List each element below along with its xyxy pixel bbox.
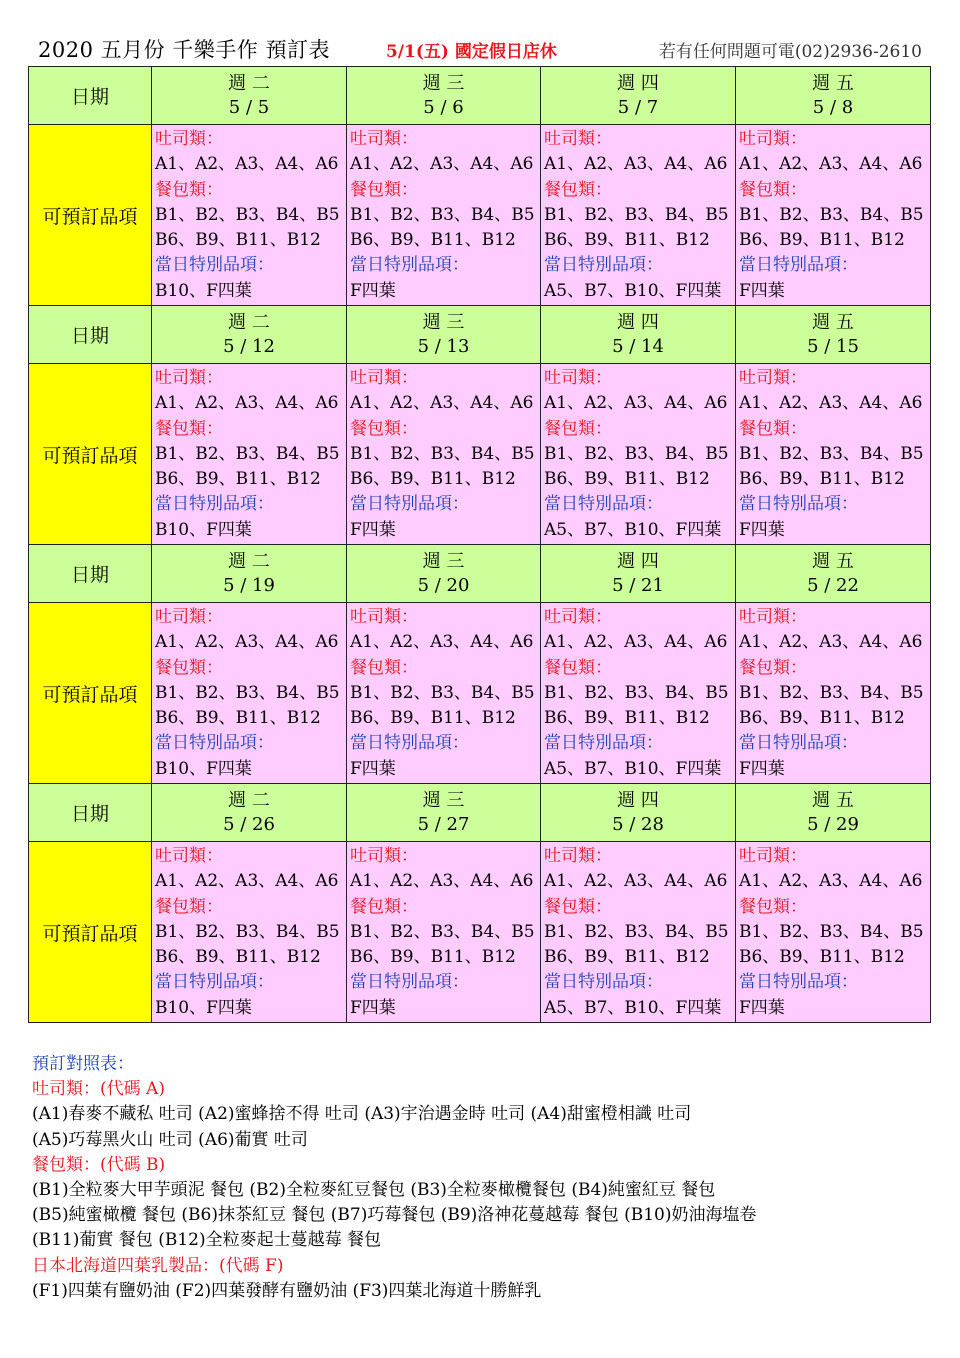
day-header xyxy=(736,545,931,603)
weekday-label: 週 二 xyxy=(228,550,270,572)
day-header xyxy=(541,545,736,603)
legend-bread-header: 餐包類：(代碼 B) xyxy=(32,1154,166,1175)
orderable-items-cell xyxy=(152,842,347,1023)
toast-items: A1、A2、A3、A4、A6 xyxy=(350,871,534,892)
items-row xyxy=(29,364,931,545)
weekday-label: 週 五 xyxy=(812,311,854,333)
day-header xyxy=(152,545,347,603)
toast-category-label: 吐司類： xyxy=(350,607,418,627)
bread-category-label: 餐包類： xyxy=(350,657,418,678)
bread-items-line-1: B1、B2、B3、B4、B5 xyxy=(739,921,924,942)
bread-items-line-2: B6、B9、B11、B12 xyxy=(544,230,710,251)
date-label-value: 5 / 19 xyxy=(223,574,275,596)
bread-items-line-1: B1、B2、B3、B4、B5 xyxy=(350,921,535,942)
orderable-items-cell xyxy=(541,842,736,1023)
date-label-value: 5 / 14 xyxy=(612,335,664,357)
weekday-label: 週 五 xyxy=(812,789,854,811)
bread-items-line-2: B6、B9、B11、B12 xyxy=(350,708,516,729)
bread-category-label: 餐包類： xyxy=(544,896,612,917)
orderable-items-cell xyxy=(347,842,541,1023)
special-category-label: 當日特別品項： xyxy=(155,972,274,993)
special-category-label: 當日特別品項： xyxy=(739,733,858,754)
orderable-items-cell xyxy=(736,842,931,1023)
orderable-items-cell xyxy=(152,364,347,545)
date-label-value: 5 / 29 xyxy=(807,813,859,835)
date-label-value: 5 / 15 xyxy=(807,335,859,357)
date-label-value: 5 / 21 xyxy=(612,574,664,596)
date-label-value: 5 / 27 xyxy=(417,813,470,835)
day-header xyxy=(541,784,736,842)
toast-items: A1、A2、A3、A4、A6 xyxy=(544,871,728,892)
day-header xyxy=(541,306,736,364)
special-items: F四葉 xyxy=(350,519,396,540)
bread-category-label: 餐包類： xyxy=(739,896,807,917)
special-category-label: 當日特別品項： xyxy=(739,494,858,515)
toast-items: A1、A2、A3、A4、A6 xyxy=(544,393,728,414)
special-category-label: 當日特別品項： xyxy=(155,733,274,754)
day-header xyxy=(347,784,541,842)
day-header xyxy=(347,545,541,603)
legend-title: 預訂對照表： xyxy=(32,1054,134,1074)
bread-items-line-1: B1、B2、B3、B4、B5 xyxy=(544,443,729,464)
toast-category-label: 吐司類： xyxy=(155,846,223,866)
toast-category-label: 吐司類： xyxy=(544,846,612,866)
special-items: B10、F四葉 xyxy=(155,519,252,540)
weekday-label: 週 四 xyxy=(617,550,659,572)
date-label-value: 5 / 20 xyxy=(417,574,470,596)
legend-bread-line: (B1)全粒麥大甲芋頭泥 餐包 (B2)全粒麥紅豆餐包 (B3)全粒麥橄欖餐包 (B4)純蜜紅豆 餐包 xyxy=(32,1180,716,1201)
toast-items: A1、A2、A3、A4、A6 xyxy=(155,632,339,653)
special-items: B10、F四葉 xyxy=(155,280,252,301)
special-category-label: 當日特別品項： xyxy=(350,972,469,993)
bread-items-line-1: B1、B2、B3、B4、B5 xyxy=(544,204,729,225)
orderable-items-cell xyxy=(541,364,736,545)
bread-items-line-1: B1、B2、B3、B4、B5 xyxy=(155,443,340,464)
bread-items-line-2: B6、B9、B11、B12 xyxy=(739,469,905,490)
date-label-value: 5 / 6 xyxy=(423,96,464,118)
bread-items-line-2: B6、B9、B11、B12 xyxy=(350,947,516,968)
order-legend xyxy=(32,1052,932,1304)
date-row xyxy=(29,545,931,603)
bread-items-line-2: B6、B9、B11、B12 xyxy=(544,469,710,490)
toast-category-label: 吐司類： xyxy=(350,846,418,866)
bread-category-label: 餐包類： xyxy=(739,179,807,200)
special-items: B10、F四葉 xyxy=(155,997,252,1018)
toast-items: A1、A2、A3、A4、A6 xyxy=(739,632,923,653)
toast-items: A1、A2、A3、A4、A6 xyxy=(739,871,923,892)
date-label-value: 5 / 12 xyxy=(223,335,275,357)
date-label-value: 5 / 5 xyxy=(228,96,270,118)
special-category-label: 當日特別品項： xyxy=(544,733,663,754)
bread-items-line-1: B1、B2、B3、B4、B5 xyxy=(155,921,340,942)
bread-items-line-2: B6、B9、B11、B12 xyxy=(155,708,321,729)
bread-items-line-1: B1、B2、B3、B4、B5 xyxy=(350,682,535,703)
day-header xyxy=(152,306,347,364)
toast-category-label: 吐司類： xyxy=(739,368,807,388)
weekday-label: 週 四 xyxy=(617,789,659,811)
special-items: F四葉 xyxy=(350,758,396,779)
toast-category-label: 吐司類： xyxy=(155,129,223,149)
special-items: F四葉 xyxy=(350,280,396,301)
toast-category-label: 吐司類： xyxy=(544,129,612,149)
special-category-label: 當日特別品項： xyxy=(350,494,469,515)
bread-category-label: 餐包類： xyxy=(739,657,807,678)
bread-items-line-1: B1、B2、B3、B4、B5 xyxy=(350,204,535,225)
items-row xyxy=(29,603,931,784)
toast-category-label: 吐司類： xyxy=(544,368,612,388)
items-label: 可預訂品項 xyxy=(29,364,152,545)
bread-items-line-2: B6、B9、B11、B12 xyxy=(155,947,321,968)
orderable-items-cell xyxy=(347,125,541,306)
day-header xyxy=(152,784,347,842)
legend-dairy-line: (F1)四葉有鹽奶油 (F2)四葉發酵有鹽奶油 (F3)四葉北海道十勝鮮乳 xyxy=(32,1280,542,1301)
items-label: 可預訂品項 xyxy=(29,603,152,784)
orderable-items-cell xyxy=(541,603,736,784)
weekday-label: 週 三 xyxy=(422,550,465,572)
toast-items: A1、A2、A3、A4、A6 xyxy=(155,871,339,892)
date-row xyxy=(29,67,931,125)
toast-category-label: 吐司類： xyxy=(739,846,807,866)
toast-category-label: 吐司類： xyxy=(155,368,223,388)
legend-dairy-header: 日本北海道四葉乳製品：(代碼 F) xyxy=(32,1255,284,1276)
toast-category-label: 吐司類： xyxy=(739,129,807,149)
weekday-label: 週 五 xyxy=(812,550,854,572)
bread-category-label: 餐包類： xyxy=(544,179,612,200)
weekday-label: 週 三 xyxy=(422,72,465,94)
weekday-label: 週 四 xyxy=(617,311,659,333)
date-label-value: 5 / 7 xyxy=(617,96,659,118)
day-header xyxy=(541,67,736,125)
day-header xyxy=(736,306,931,364)
date-row xyxy=(29,784,931,842)
special-category-label: 當日特別品項： xyxy=(544,972,663,993)
special-category-label: 當日特別品項： xyxy=(155,255,274,276)
weekday-label: 週 二 xyxy=(228,789,270,811)
items-label: 可預訂品項 xyxy=(29,125,152,306)
toast-category-label: 吐司類： xyxy=(155,607,223,627)
date-row xyxy=(29,306,931,364)
date-label: 日期 xyxy=(29,784,152,842)
special-category-label: 當日特別品項： xyxy=(155,494,274,515)
orderable-items-cell xyxy=(347,603,541,784)
date-label-value: 5 / 26 xyxy=(223,813,275,835)
day-header xyxy=(347,67,541,125)
orderable-items-cell xyxy=(152,603,347,784)
special-items: A5、B7、B10、F四葉 xyxy=(544,280,722,301)
bread-items-line-2: B6、B9、B11、B12 xyxy=(155,230,321,251)
items-row xyxy=(29,842,931,1023)
special-items: F四葉 xyxy=(739,280,785,301)
items-label: 可預訂品項 xyxy=(29,842,152,1023)
date-label: 日期 xyxy=(29,306,152,364)
day-header xyxy=(152,67,347,125)
weekday-label: 週 三 xyxy=(422,789,465,811)
orderable-items-cell xyxy=(736,603,931,784)
toast-items: A1、A2、A3、A4、A6 xyxy=(350,632,534,653)
toast-category-label: 吐司類： xyxy=(350,368,418,388)
bread-category-label: 餐包類： xyxy=(155,179,223,200)
orderable-items-cell xyxy=(541,125,736,306)
special-category-label: 當日特別品項： xyxy=(739,255,858,276)
bread-category-label: 餐包類： xyxy=(544,418,612,439)
bread-items-line-1: B1、B2、B3、B4、B5 xyxy=(350,443,535,464)
toast-category-label: 吐司類： xyxy=(350,129,418,149)
bread-items-line-2: B6、B9、B11、B12 xyxy=(739,230,905,251)
special-category-label: 當日特別品項： xyxy=(350,255,469,276)
bread-items-line-1: B1、B2、B3、B4、B5 xyxy=(739,204,924,225)
bread-items-line-2: B6、B9、B11、B12 xyxy=(739,708,905,729)
toast-items: A1、A2、A3、A4、A6 xyxy=(155,154,339,175)
weekday-label: 週 二 xyxy=(228,311,270,333)
bread-items-line-1: B1、B2、B3、B4、B5 xyxy=(739,682,924,703)
bread-category-label: 餐包類： xyxy=(350,418,418,439)
bread-items-line-2: B6、B9、B11、B12 xyxy=(350,230,516,251)
special-category-label: 當日特別品項： xyxy=(544,494,663,515)
date-label: 日期 xyxy=(29,67,152,125)
bread-items-line-2: B6、B9、B11、B12 xyxy=(350,469,516,490)
toast-category-label: 吐司類： xyxy=(739,607,807,627)
special-category-label: 當日特別品項： xyxy=(350,733,469,754)
special-items: F四葉 xyxy=(739,519,785,540)
orderable-items-cell xyxy=(736,125,931,306)
bread-category-label: 餐包類： xyxy=(155,896,223,917)
toast-items: A1、A2、A3、A4、A6 xyxy=(739,154,923,175)
date-label-value: 5 / 13 xyxy=(417,335,470,357)
day-header xyxy=(347,306,541,364)
bread-category-label: 餐包類： xyxy=(155,657,223,678)
legend-toast-line: (A1)春麥不藏私 吐司 (A2)蜜蜂捨不得 吐司 (A3)宇治遇金時 吐司 (A4)甜蜜橙相識 吐司 xyxy=(32,1104,692,1125)
bread-items-line-1: B1、B2、B3、B4、B5 xyxy=(544,921,729,942)
special-items: A5、B7、B10、F四葉 xyxy=(544,997,722,1018)
legend-toast-header: 吐司類：(代碼 A) xyxy=(32,1079,165,1100)
special-items: A5、B7、B10、F四葉 xyxy=(544,758,722,779)
toast-items: A1、A2、A3、A4、A6 xyxy=(350,393,534,414)
special-items: F四葉 xyxy=(739,758,785,779)
bread-items-line-1: B1、B2、B3、B4、B5 xyxy=(155,204,340,225)
contact-info: 若有任何問題可電(02)2936-2610 xyxy=(658,42,922,62)
special-category-label: 當日特別品項： xyxy=(739,972,858,993)
day-header xyxy=(736,67,931,125)
weekday-label: 週 五 xyxy=(812,72,854,94)
bread-items-line-2: B6、B9、B11、B12 xyxy=(739,947,905,968)
page-header xyxy=(0,34,960,64)
toast-items: A1、A2、A3、A4、A6 xyxy=(739,393,923,414)
date-label-value: 5 / 28 xyxy=(612,813,664,835)
date-label-value: 5 / 8 xyxy=(812,96,854,118)
bread-items-line-2: B6、B9、B11、B12 xyxy=(544,947,710,968)
bread-items-line-1: B1、B2、B3、B4、B5 xyxy=(739,443,924,464)
bread-items-line-2: B6、B9、B11、B12 xyxy=(155,469,321,490)
order-schedule-table xyxy=(28,66,931,1023)
orderable-items-cell xyxy=(736,364,931,545)
date-label-value: 5 / 22 xyxy=(807,574,859,596)
toast-items: A1、A2、A3、A4、A6 xyxy=(350,154,534,175)
toast-items: A1、A2、A3、A4、A6 xyxy=(544,154,728,175)
toast-items: A1、A2、A3、A4、A6 xyxy=(155,393,339,414)
toast-items: A1、A2、A3、A4、A6 xyxy=(544,632,728,653)
items-row xyxy=(29,125,931,306)
page-title: 2020 五月份 千樂手作 預訂表 xyxy=(38,38,330,62)
legend-toast-line: (A5)巧莓黑火山 吐司 (A6)葡實 吐司 xyxy=(32,1129,308,1150)
bread-items-line-1: B1、B2、B3、B4、B5 xyxy=(155,682,340,703)
legend-bread-line: (B11)葡實 餐包 (B12)全粒麥起士蔓越莓 餐包 xyxy=(32,1230,381,1251)
special-items: F四葉 xyxy=(350,997,396,1018)
bread-items-line-2: B6、B9、B11、B12 xyxy=(544,708,710,729)
weekday-label: 週 二 xyxy=(228,72,270,94)
toast-category-label: 吐司類： xyxy=(544,607,612,627)
bread-items-line-1: B1、B2、B3、B4、B5 xyxy=(544,682,729,703)
bread-category-label: 餐包類： xyxy=(155,418,223,439)
orderable-items-cell xyxy=(347,364,541,545)
weekday-label: 週 三 xyxy=(422,311,465,333)
orderable-items-cell xyxy=(152,125,347,306)
special-items: F四葉 xyxy=(739,997,785,1018)
day-header xyxy=(736,784,931,842)
bread-category-label: 餐包類： xyxy=(544,657,612,678)
special-items: B10、F四葉 xyxy=(155,758,252,779)
weekday-label: 週 四 xyxy=(617,72,659,94)
bread-category-label: 餐包類： xyxy=(350,179,418,200)
legend-bread-line: (B5)純蜜橄欖 餐包 (B6)抹茶紅豆 餐包 (B7)巧莓餐包 (B9)洛神花蔓越莓 餐包 (B10)奶油海塩卷 xyxy=(32,1205,757,1226)
holiday-notice: 5/1(五) 國定假日店休 xyxy=(386,42,557,62)
date-label: 日期 xyxy=(29,545,152,603)
bread-category-label: 餐包類： xyxy=(739,418,807,439)
special-items: A5、B7、B10、F四葉 xyxy=(544,519,722,540)
bread-category-label: 餐包類： xyxy=(350,896,418,917)
special-category-label: 當日特別品項： xyxy=(544,255,663,276)
